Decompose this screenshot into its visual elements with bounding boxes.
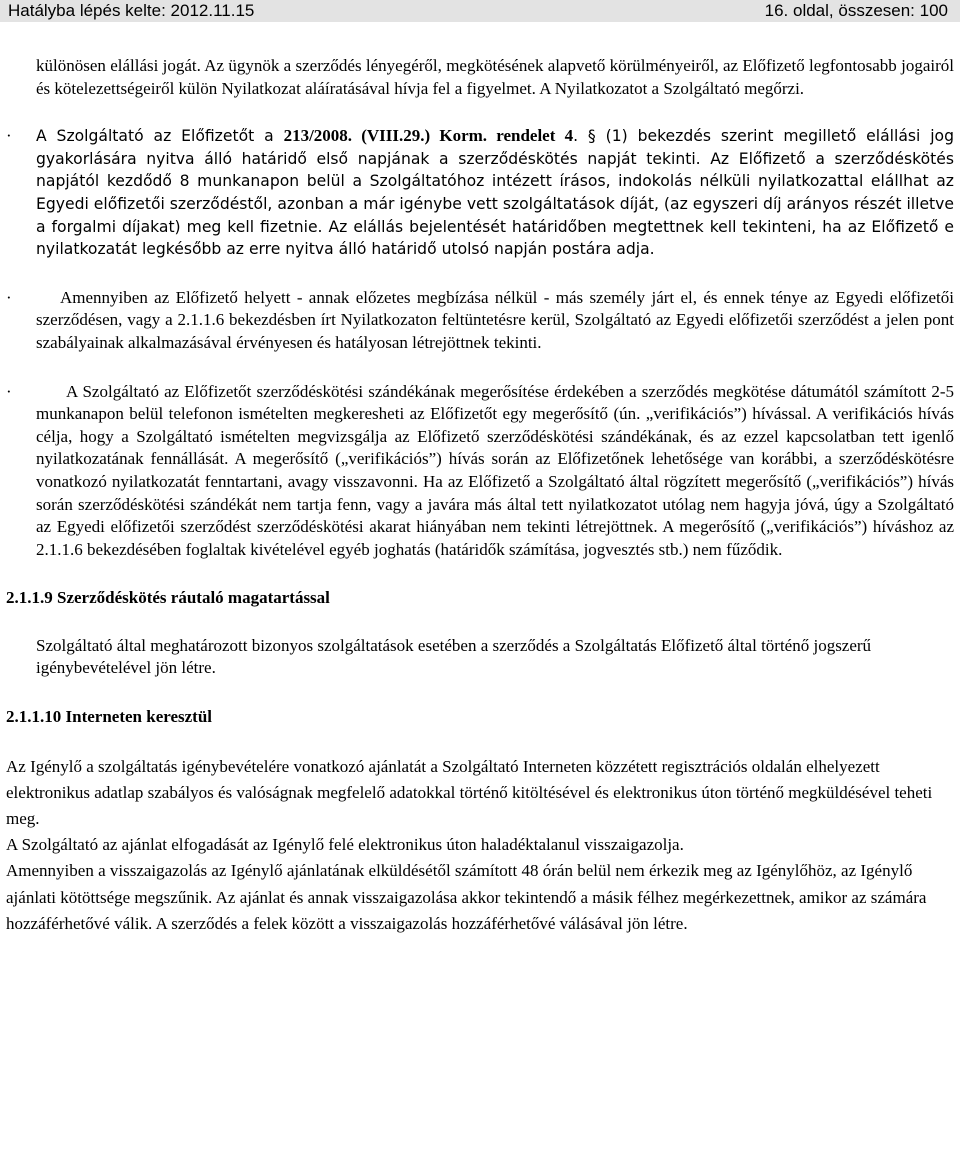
section-text-2119: Szolgáltató által meghatározott bizonyos szolgáltatások esetében a szerződés a Szolgáltatás Előfizető által történő jogszerű igénybevételével jön létre. [36,635,872,678]
paragraph-withdrawal-intro: különösen elállási jogát. Az ügynök a szerződés lényegéről, megkötésének alapvető körülményeiről, az Előfizető legfontosabb jogairól és kötelezettségeiről külön Nyilatkozat aláíratásával hívja fel a figyelmet. A Nyilatkozatot a Szolgáltató megőrzi. [36,56,954,98]
section-heading-21110: 2.1.1.10 Interneten keresztül [6,707,213,727]
page-counter: 16. oldal, összesen: 100 [764,1,948,20]
paragraph-withdrawal-right [36,125,954,261]
paragraph-verification-call: A Szolgáltató az Előfizetőt szerződéskötési szándékának megerősítése érdekében a szerződés megkötése dátumától számított 2-5 munkanapon belül telefonon ismételten megkeresheti az Előfizetőt egy megerősítő (ún. „verifikációs”) hívással. A verifikációs hívás célja, hogy a Szolgáltató ismételten megvizsgálja az Előfizető szerződéskötési szándékának, és az ezzel kapcsolatban tett igenlő nyilatkozatának fennállását. A megerősítő („verifikációs”) hívás során az Előfizetőnek lehetősége van korábbi, a szerződéskötésre vonatkozó nyilatkozatát fenntartani, avagy visszavonni. Ha az Előfizető a Szolgáltató által rögzített megerősítő („verifikációs”) hívás során szerződéskötési szándékát nem tartja fenn, vagy a javára más által tett nyilatkozatot utólag nem hagyja jóvá, úgy a Szolgáltató az Egyedi előfizetői szerződést szerződéskötési akarat hiányában nem tekinti létrejöttnek. A megerősítő („verifikációs”) híváshoz az 2.1.1.6 bekezdésében foglaltak kivételével egyéb joghatás (határidők számítása, jogvesztés stb.) nem fűződik. [36,381,954,559]
bullet-marker: · [6,381,12,401]
decree-reference: 213/2008. (VIII.29.) Korm. rendelet 4 [283,126,574,146]
bullet-marker: · [6,287,12,307]
effective-date: Hatályba lépés kelte: 2012.11.15 [8,1,255,20]
bullet-marker: · [6,126,12,146]
section-text-21110-deadline: Amennyiben a visszaigazolás az Igénylő ajánlatának elküldésétől számított 48 órán belül nem érkezik meg az Igénylőhöz, az Igénylő ajánlati kötöttsége megszűnik. Az ajánlat és annak visszaigazolása akkor tekintendő a másik félhez megérkezettnek, amikor az számára hozzáférhetővé válik. A szerződés a felek között a visszaigazolás hozzáférhetővé válásával jön létre. [6,861,927,933]
paragraph-rest-text: . § (1) bekezdés szerint megillető elállási jog gyakorlására nyitva álló határidő első napjának a szerződéskötés napját tekinti. Az Előfizető a szerződéskötés napjától kezdődő 8 munkanapon belül a Szolgáltatóhoz intézett írásos, indokolás nélküli nyilatkozattal elállhat az Egyedi előfizetői szerződéstől, azonban a már igénybe vett szolgáltatások díját, (az egyszeri díj arányos részét illetve a forgalmi díjakat) meg kell fizetnie. Az elállás bejelentését határidőben megtettnek kell tekinteni, ha az Előfizető e nyilatkozatát legkésőbb az erre nyitva álló határidő utolsó napján postára adja. [36,127,954,259]
page-header [0,0,960,22]
document-body [6,55,954,937]
section-text-21110-confirmation: A Szolgáltató az ajánlat elfogadását az Igénylő felé elektronikus úton haladéktalanul visszaigazolja. [6,835,684,855]
bullet-paragraph-verification [6,381,954,562]
paragraph-intro-text: A Szolgáltató az Előfizetőt a [36,127,284,146]
paragraph-representative: Amennyiben az Előfizető helyett - annak előzetes megbízása nélkül - más személy járt el, és ennek ténye az Egyedi előfizetői szerződésen, vagy a 2.1.1.6 bekezdésben írt Nyilatkozaton feltüntetésre kerül, Szolgáltató az Egyedi előfizetői szerződést a jelen pont szabályainak alkalmazásával érvényesen és hatályosan létrejöttnek tekinti. [36,287,954,352]
section-heading-2119: 2.1.1.9 Szerződéskötés ráutaló magatartással [6,588,330,608]
section-text-21110-application: Az Igénylő a szolgáltatás igénybevételére vonatkozó ajánlatát a Szolgáltató Interneten közzétett regisztrációs oldalán elhelyezett elektronikus adatlap szabályos és valóságnak megfelelő adatokkal történő kitöltésével és elektronikus úton történő megküldésével teheti meg. [6,756,933,829]
bullet-paragraph-representative [6,287,954,355]
bullet-paragraph-withdrawal-right [6,125,954,261]
section-body-21110 [6,754,954,937]
